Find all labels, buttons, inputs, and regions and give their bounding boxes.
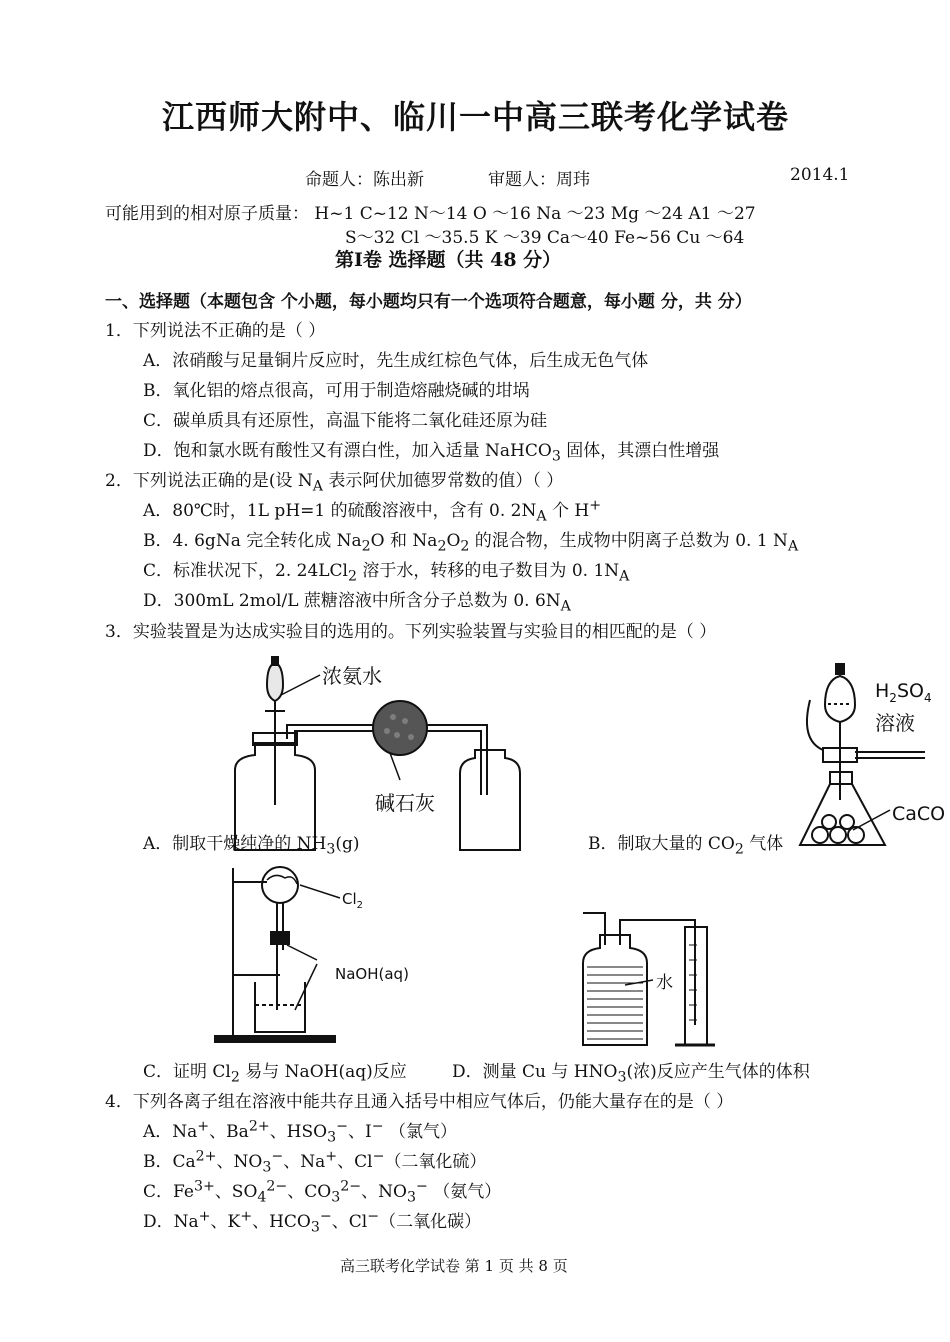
q2-stem: 2．下列说法正确的是(设 $N_A$ 表示阿伏加德罗常数的值）（ ） <box>105 471 564 495</box>
q1-stem: 1．下列说法不正确的是（ ） <box>105 321 326 341</box>
fig-a-label-soda-lime: 碱石灰 <box>375 791 435 815</box>
q1-option-a: A．浓硝酸与足量铜片反应时，先生成红棕色气体，后生成无色气体 <box>143 351 649 371</box>
q3-stem: 3．实验装置是为达成实验目的选用的。下列实验装置与实验目的相匹配的是（ ） <box>105 622 717 642</box>
q2-option-d: D．300mL 2mol/L 蔗糖溶液中所含分子总数为 0. $6N_A$ <box>143 591 571 615</box>
fig-b-label-acid: $H_2SO_4$ <box>875 680 932 705</box>
fig-b-label-caco3: CaCO <box>892 803 946 825</box>
figure-c-apparatus <box>205 860 415 1045</box>
fig-a-label-ammonia: 浓氨水 <box>322 664 382 688</box>
q2-option-a: A．80℃时，1L pH=1 的硫酸溶液中，含有 0. $2N_A$ 个 H+ <box>143 497 602 525</box>
fig-b-label-solution: 溶液 <box>875 711 915 735</box>
reviewer: 审题人：周玮 <box>488 170 590 190</box>
fig-d-label-water: 水 <box>656 973 673 993</box>
q4-option-a: A．Na+、$Ba^{2+}$、$HSO_3^-$、I− （氯气） <box>143 1118 457 1146</box>
q4-option-c: C．$Fe^{3+}$、$SO_4^{2-}$、$CO_3^{2-}$、$NO_3^-$ （氨气） <box>143 1178 502 1206</box>
part1-header: 一、选择题（本题包含 个小题，每小题均只有一个选项符合题意，每小题 分，共 分） <box>105 292 752 312</box>
q4-option-b: B．$Ca^{2+}$、$NO_3^-$、Na+、Cl−（二氧化硫） <box>143 1148 487 1176</box>
q2-option-c: C．标准状况下，2. 24LCl$_2$ 溶于水，转移的电子数目为 0. $1N_A$ <box>143 561 630 585</box>
page-footer: 高三联考化学试卷 第 1 页 共 8 页 <box>340 1257 568 1275</box>
q4-stem: 4．下列各离子组在溶液中能共存且通入括号中相应气体后，仍能大量存在的是（ ） <box>105 1092 734 1112</box>
q1-option-d: D．饱和氯水既有酸性又有漂白性，加入适量 NaHCO$_3$ 固体，其漂白性增强 <box>143 441 720 465</box>
q2-option-b: B．4. 6gNa 完全转化成 $Na_2O$ 和 $Na_2O_2$ 的混合物，生成物中阴离子总数为 0. 1 $N_A$ <box>143 531 799 555</box>
q3-option-c: C．证明 $Cl_2$ 易与 NaOH(aq)反应 <box>143 1062 407 1086</box>
page-title: 江西师大附中、临川一中高三联考化学试卷 <box>162 98 790 136</box>
q1-option-b: B．氧化铝的熔点很高，可用于制造熔融烧碱的坩埚 <box>143 381 530 401</box>
q1-option-c: C．碳单质具有还原性，高温下能将二氧化硅还原为硅 <box>143 411 548 431</box>
q3-option-a: A．制取干燥纯净的 $NH_3(g)$ <box>143 834 360 858</box>
atomic-masses-line1: 可能用到的相对原子质量： H~1 C~12 N～14 O ～16 Na ～23 Mg ～24 A1 ～27 <box>105 204 756 224</box>
exam-date: 2014.1 <box>790 165 850 185</box>
q3-option-d: D．测量 Cu 与 $HNO_3$(浓)反应产生气体的体积 <box>452 1062 810 1086</box>
section-title: 第Ⅰ卷 选择题（共 48 分） <box>335 249 562 271</box>
q3-option-b: B．制取大量的 $CO_2$ 气体 <box>588 834 784 858</box>
q4-option-d: D．Na+、K+、$HCO_3^-$、Cl−（二氧化碳） <box>143 1208 482 1236</box>
atomic-masses-line2: S～32 Cl ～35.5 K ～39 Ca～40 Fe~56 Cu ～64 <box>345 228 745 248</box>
fig-c-label-cl2: $Cl_2$ <box>342 890 364 911</box>
proposer: 命题人：陈出新 <box>305 170 424 190</box>
fig-c-label-naoh: NaOH(aq) <box>335 965 409 983</box>
figure-d-apparatus <box>575 905 725 1055</box>
